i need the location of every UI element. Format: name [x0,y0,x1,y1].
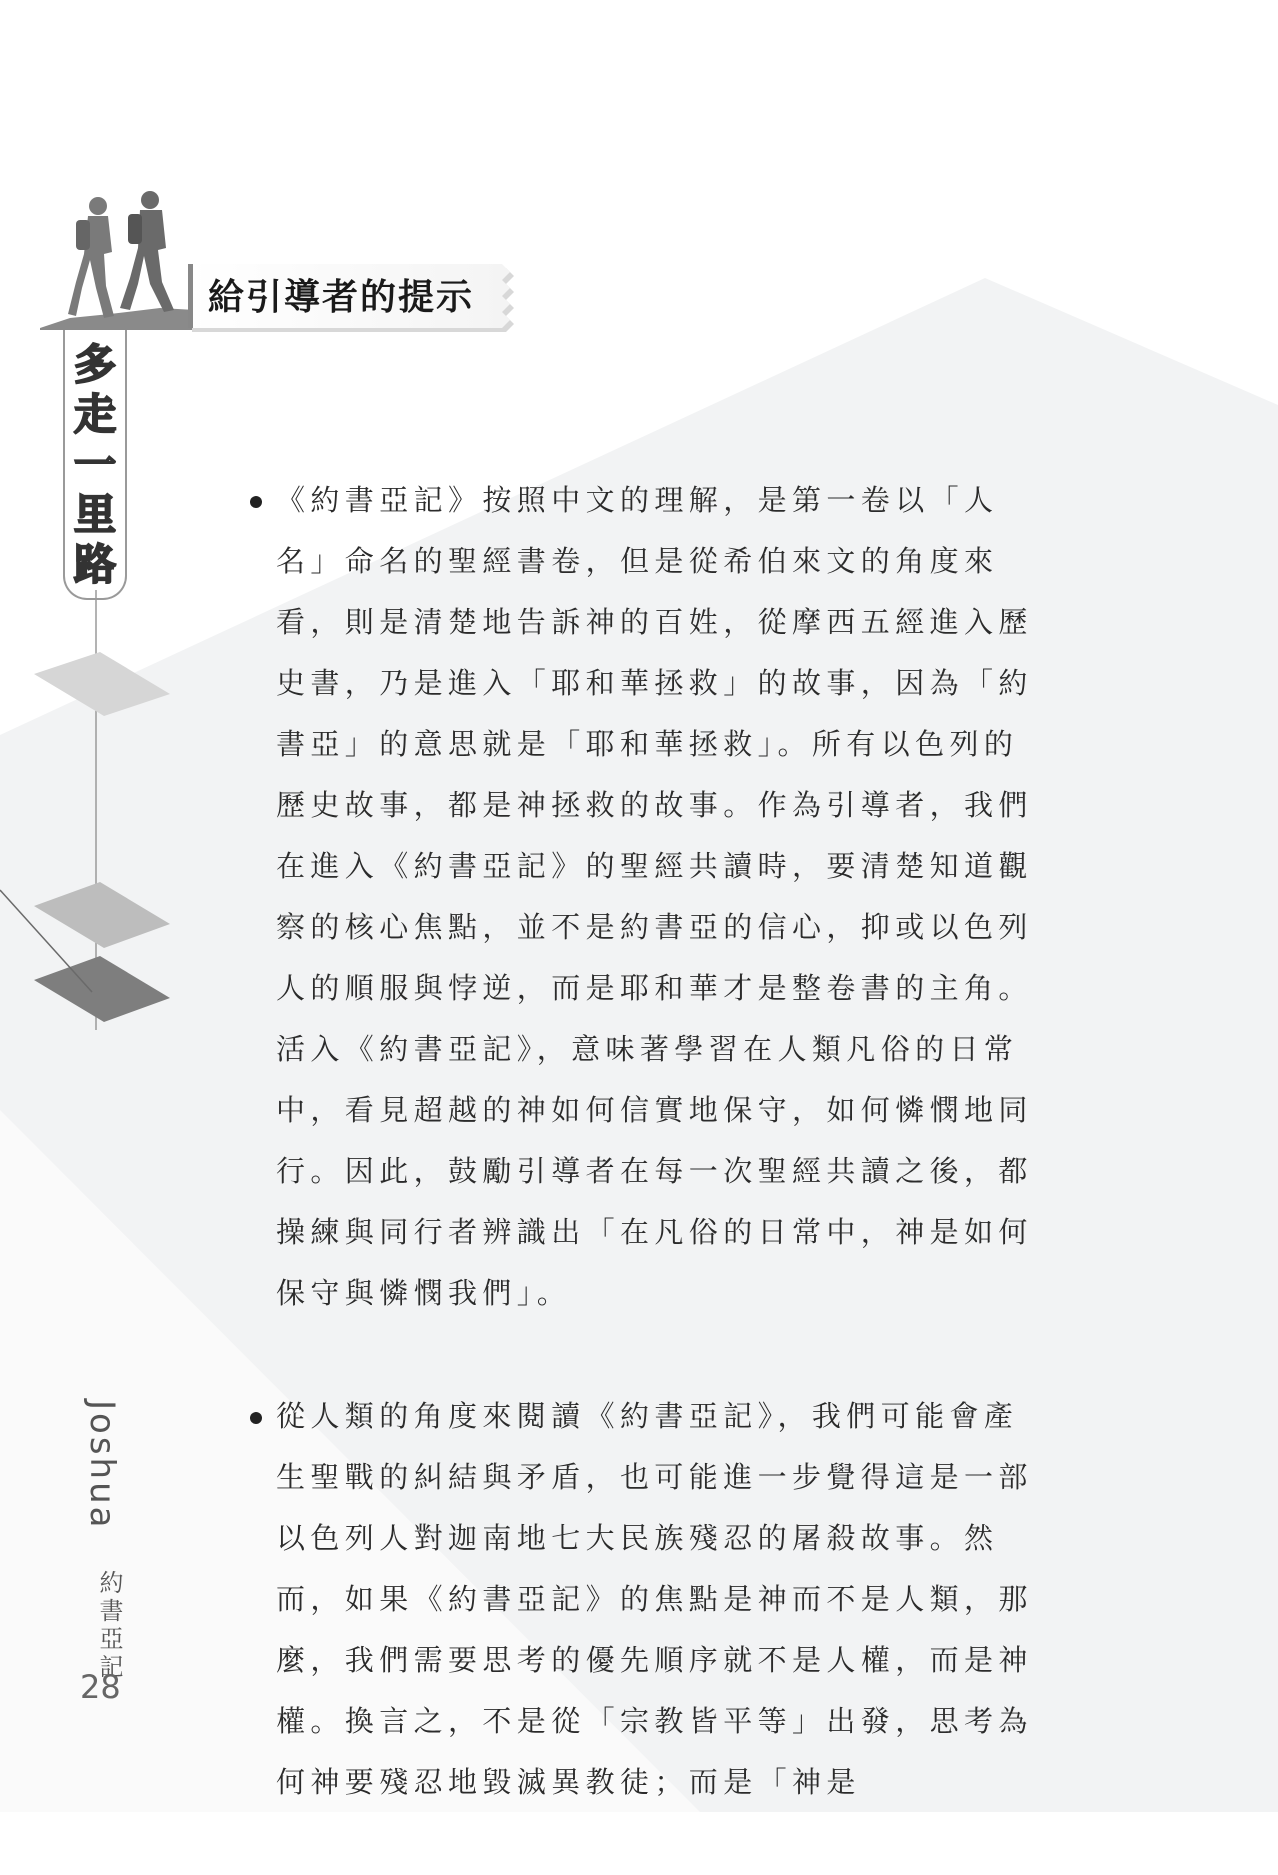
bullet-dot-icon [250,1412,262,1424]
series-char: 多 [73,340,116,389]
left-decoration [0,590,200,1030]
paragraph-text: 《約書亞記》按照中文的理解，是第一卷以「人名」命名的聖經書卷，但是從希伯來文的角度來看，則是清楚地告訴神的百姓，從摩西五經進入歷史書，乃是進入「耶和華拯救」的故事，因為「約書亞」的意思就是「耶和華拯救」。所有以色列的歷史故事，都是神拯救的故事。作為引導者，我們在進入《約書亞記》的聖經共讀時，要清楚知道觀察的核心焦點，並不是約書亞的信心，抑或以色列人的順服與悖逆，而是耶和華才是整卷書的主角。活入《約書亞記》，意味著學習在人類凡俗的日常中，看見超越的神如何信實地保守，如何憐憫地同行。因此，鼓勵引導者在每一次聖經共讀之後，都操練與同行者辨識出「在凡俗的日常中，神是如何保守與憐憫我們」。 [276,483,1033,1310]
body-text [244,470,1044,1875]
series-char: 路 [73,540,116,589]
paragraph-text: 從人類的角度來閱讀《約書亞記》，我們可能會產生聖戰的糾結與矛盾，也可能進一步覺得這是一部以色列人對迦南地七大民族殘忍的屠殺故事。然而，如果《約書亞記》的焦點是神而不是人類，那麼，我們需要思考的優先順序就不是人權，而是神權。換言之，不是從「宗教皆平等」出發，思考為何神要殘忍地毀滅異教徒；而是「神是 [276,1399,1033,1799]
bullet-paragraph [244,1386,1044,1813]
book-title-en: Joshua [82,1400,122,1531]
hikers-illustration [40,190,200,330]
series-char: 里 [73,490,116,539]
page-number: 28 [80,1668,121,1706]
book-title-zh: 約書亞記 [95,1570,123,1682]
section-title: 給引導者的提示 [208,277,475,318]
series-char: 一 [73,440,116,489]
section-header [188,262,528,334]
bullet-paragraph [244,470,1044,1324]
series-char: 走 [73,390,116,439]
bullet-dot-icon [250,496,262,508]
series-label [63,330,127,600]
